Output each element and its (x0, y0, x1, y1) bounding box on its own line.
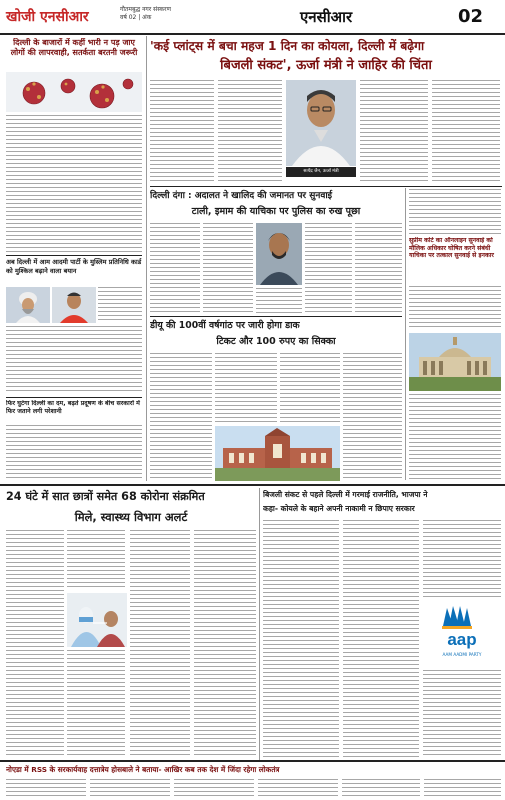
bottom-headline: नोएडा में RSS के सरकार्यवाह दत्तात्रेय होसबाले ने बताया- आखिर कब तक देश में जिंदा रहेगा लोकतंत्र (6, 765, 280, 774)
covid-body-col4 (194, 530, 256, 758)
aap-logo (423, 604, 501, 666)
cleric-photo (6, 287, 50, 323)
left-column-divider (146, 36, 147, 481)
section-title: एनसीआर (300, 8, 353, 26)
edition-line: गौतमबुद्ध नगर संस्करण (120, 6, 171, 13)
center-body-col3 (256, 288, 302, 313)
brand-name: खोजी एनसीआर (6, 9, 89, 25)
du-body-col1 (150, 353, 212, 481)
lead-body-col2 (218, 80, 282, 183)
center-headline-line2: टाली, इमाम की याचिका पर पुलिस का रुख पूछा (191, 206, 361, 217)
power-body-col1 (263, 520, 339, 758)
left-mid-headline: अब दिल्ली में आम आदमी पार्टी के मुस्लिम प्रतिनिधि कार्ड को मुश्किल बढ़ाने वाला बयान (6, 258, 142, 275)
page-number: 02 (458, 6, 484, 27)
power-body-col3b (423, 670, 501, 758)
lead-body-col3 (360, 80, 428, 183)
lead-headline-line1: 'कई प्लांट्स में बचा महज 1 दिन का कोयला, दिल्ली में बढ़ेगा (150, 39, 425, 53)
power-headline-line1: बिजली संकट से पहले दिल्ली में गरमाई राजनीति, भाजपा ने (263, 490, 428, 499)
du-headline-line1: डीयू की 100वीं वर्षगांठ पर जारी होगा डाक (150, 320, 300, 331)
power-headline-line2: कहा- कोयले के बहाने अपनी नाकामी न छिपाए सरकार (263, 504, 415, 513)
aap-logo-subtext: AAM AADMI PARTY (442, 652, 482, 657)
right-top-body (409, 189, 501, 234)
du-body-col2 (215, 353, 277, 423)
mid-page-rule (0, 484, 505, 486)
left-mid-body-side (98, 287, 142, 323)
politician-photo (52, 287, 96, 323)
covid-body-col1 (6, 530, 64, 758)
left-low-headline: फिर घुटेगा दिल्ली का दम, बढ़ते प्रदूषण के बीच सरकारों में फिर जताने लगी परेशानी (6, 400, 140, 416)
bottom-rule (0, 760, 505, 762)
power-body-col3 (423, 520, 501, 600)
covid-headline-line1: 24 घंटे में सात छात्रों समेत 68 कोरोना संक्रमित (6, 490, 205, 503)
bottom-body-col4 (258, 779, 338, 799)
brand-logo (6, 6, 94, 28)
right-column-divider (405, 188, 406, 480)
covid-body-col2 (67, 530, 125, 590)
left-low-body (6, 425, 142, 481)
du-body-col3 (280, 353, 340, 423)
du-body-col4 (343, 353, 402, 481)
left-sep-2 (6, 397, 142, 398)
covid-headline-line2: मिले, स्वास्थ्य विभाग अलर्ट (74, 510, 188, 524)
center-headline-line1: दिल्ली दंगा : अदालत ने खालिद की जमानत पर सुनवाई (150, 191, 333, 201)
left-top-headline: दिल्ली के बाजारों में कहीं भारी न पड़ जाए लोगों की लापरवाही, सतर्कता बरतनी जरूरी (10, 38, 138, 57)
issue-line: वर्ष 02 | अंक (120, 14, 152, 21)
center-body-col1 (150, 223, 200, 313)
aap-logo-text: aap (447, 630, 477, 649)
masthead-rule (0, 33, 505, 35)
virus-image (6, 72, 142, 112)
left-top-body (6, 115, 142, 252)
accused-photo (256, 223, 302, 285)
masthead (0, 0, 505, 34)
bottom-body-col5 (342, 779, 420, 799)
lead-sep (150, 186, 502, 187)
covid-body-col2b (67, 650, 125, 758)
bottom-body-col1 (6, 779, 86, 799)
bottom-body-col3 (174, 779, 254, 799)
left-mid-body (6, 326, 142, 394)
center-body-col5 (355, 223, 402, 313)
lead-body-col1 (150, 80, 214, 183)
center-body-col4 (305, 223, 352, 313)
right-side-body-2 (409, 394, 501, 480)
left-sep-1 (6, 255, 142, 256)
right-side-body (409, 286, 501, 330)
edition-meta (120, 6, 270, 26)
du-sep (150, 316, 402, 317)
center-body-col2 (203, 223, 253, 313)
right-side-headline: सुप्रीम कोर्ट का ऑनलाइन सुनवाई को मौलिक अधिकार घोषित करने संबंधी याचिका पर तत्काल सुनवाई से इनकार (409, 237, 494, 260)
bottom-body-col6 (424, 779, 501, 799)
lead-body-col4 (432, 80, 500, 183)
minister-photo (286, 80, 356, 166)
minister-photo-caption: सत्येंद्र जैन, ऊर्जा मंत्री (286, 167, 356, 177)
du-building-photo (215, 426, 340, 481)
du-headline-line2: टिकट और 100 रुपए का सिक्का (216, 336, 336, 347)
supreme-court-photo (409, 333, 501, 391)
bottom-body-col2 (90, 779, 170, 799)
power-body-col2 (343, 520, 419, 758)
lower-column-divider (259, 488, 260, 760)
covid-body-col3 (130, 530, 190, 758)
lead-headline-line2: बिजली संकट', ऊर्जा मंत्री ने जाहिर की चिंता (220, 58, 432, 73)
covid-test-photo (67, 593, 127, 647)
